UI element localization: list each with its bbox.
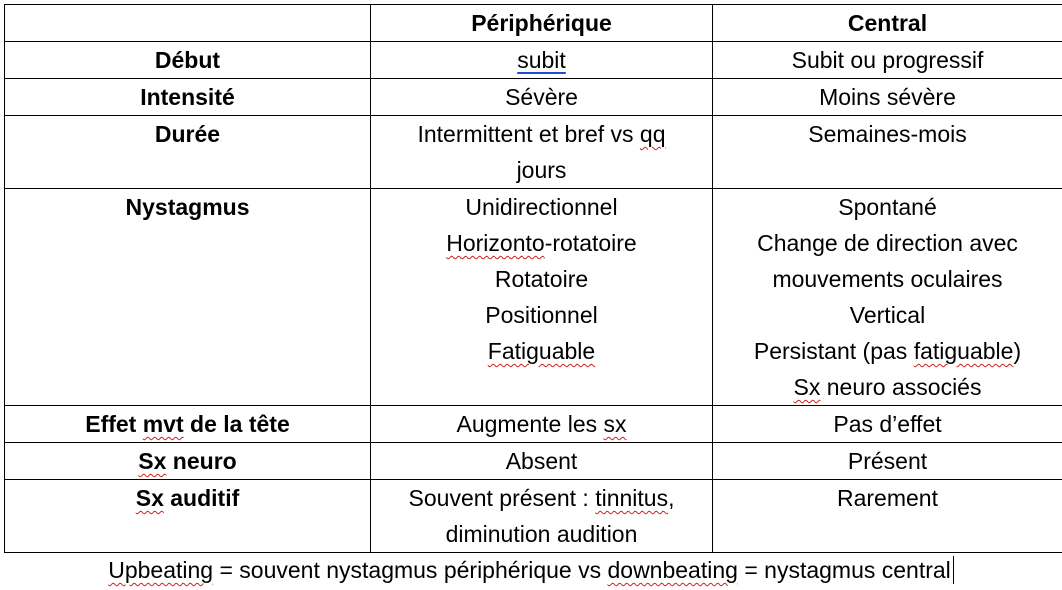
cell-central: [713, 79, 1062, 116]
row-label: Nystagmus: [5, 189, 371, 406]
cell-peripherique: [371, 443, 713, 480]
text-cursor: [953, 556, 954, 584]
cell-line: mouvements oculaires: [772, 266, 1003, 292]
cell-line: Spontané: [838, 194, 937, 220]
cell-central: [713, 189, 1062, 406]
table-row: [5, 42, 1062, 79]
cell-line: diminution audition: [445, 521, 638, 547]
cell-line: Rotatoire: [494, 266, 589, 292]
cell-line: Moins sévère: [819, 84, 956, 110]
cell-line: Absent: [505, 448, 578, 474]
comparison-table: [4, 4, 1062, 553]
cell-line: Persistant (pas fatiguable): [753, 338, 1022, 364]
header-empty: [5, 5, 371, 42]
cell-line: Souvent présent : tinnitus,: [408, 485, 675, 511]
row-label: Effet mvt de la tête: [5, 406, 371, 443]
cell-peripherique: [371, 79, 713, 116]
table-row: [5, 480, 1062, 553]
row-label: Sx auditif: [5, 480, 371, 553]
row-label: Début: [5, 42, 371, 79]
row-label: Intensité: [5, 79, 371, 116]
cell-central: [713, 443, 1062, 480]
header-central: Central: [713, 5, 1062, 42]
cell-line: Rarement: [837, 485, 938, 511]
table-row: [5, 189, 1062, 406]
cell-line: Horizonto-rotatoire: [446, 230, 637, 256]
cell-peripherique: [371, 42, 713, 79]
cell-peripherique: [371, 480, 713, 553]
cell-line: Sx neuro associés: [793, 374, 982, 400]
cell-central: [713, 116, 1062, 189]
table-row: [5, 79, 1062, 116]
cell-peripherique: [371, 116, 713, 189]
cell-line: Sévère: [505, 84, 578, 110]
cell-line: Pas d’effet: [833, 411, 942, 437]
cell-line: Intermittent et bref vs qq: [417, 121, 666, 147]
row-label: Durée: [5, 116, 371, 189]
cell-line: Fatiguable: [487, 338, 596, 364]
cell-central: [713, 42, 1062, 79]
cell-line: Positionnel: [485, 302, 598, 328]
table-row: [5, 406, 1062, 443]
table-header-row: [5, 5, 1062, 42]
cell-peripherique: [371, 189, 713, 406]
footnote-text: Upbeating = souvent nystagmus périphérique vs downbeating = nystagmus central: [108, 557, 951, 583]
cell-line: Vertical: [849, 302, 926, 328]
table-row: [5, 443, 1062, 480]
cell-central: [713, 406, 1062, 443]
cell-line: jours: [516, 157, 567, 183]
cell-central: [713, 480, 1062, 553]
table-row: [5, 116, 1062, 189]
cell-line: subit: [517, 47, 566, 73]
cell-line: Unidirectionnel: [465, 194, 618, 220]
cell-line: Change de direction avec: [757, 230, 1018, 256]
footnote[interactable]: [0, 552, 1062, 588]
cell-line: Augmente les sx: [456, 411, 627, 437]
header-peripherique: Périphérique: [371, 5, 713, 42]
cell-peripherique: [371, 406, 713, 443]
cell-line: Présent: [847, 448, 928, 474]
cell-line: Subit ou progressif: [791, 47, 984, 73]
cell-line: Semaines-mois: [808, 121, 967, 147]
row-label: Sx neuro: [5, 443, 371, 480]
